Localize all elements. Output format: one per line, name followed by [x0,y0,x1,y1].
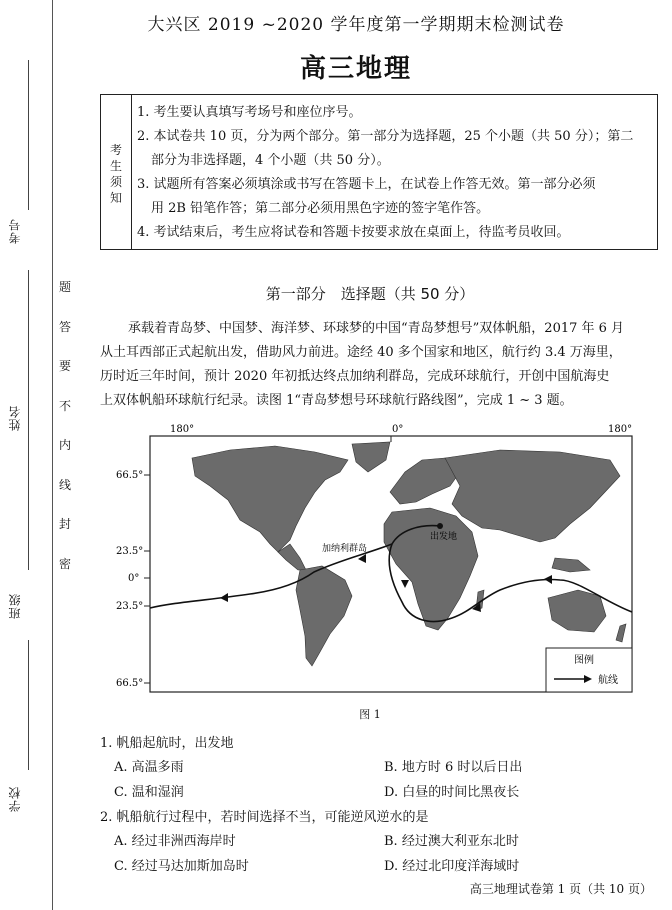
q2-option-b: B. 经过澳大利亚东北时 [384,834,519,849]
seal-char: 线 [58,477,71,492]
class-label: 班级 [8,593,22,619]
reading-passage [100,317,660,413]
class-line [28,640,29,770]
passage-line: 承载着青岛梦、中国梦、海洋梦、环球梦的中国“青岛梦想号”双体帆船，2017 年 6 月 [128,321,625,336]
q1-option-d: D. 白昼的时间比黑夜长 [384,785,520,800]
lat-label: 23.5° [116,601,144,612]
notice-heading [101,95,132,249]
seal-char: 答 [58,319,71,334]
q1-option-a: A. 高温多雨 [114,760,184,775]
notice-item: 3. 试题所有答案必须填涂或书写在答题卡上，在试卷上作答无效。第一部分必须 [137,177,596,192]
class-field [0,585,40,665]
seal-char: 封 [58,517,71,531]
passage-line: 上双体帆船环球航行纪录。读图 1“青岛梦想号环球航行路线图”，完成 1 ~ 3 题。 [100,393,573,408]
question-1-stem: 1. 帆船起航时，出发地 [100,736,234,751]
notice-heading-char: 考 [109,143,122,157]
legend-route-label: 航线 [598,675,618,686]
lat-label: 66.5° [116,678,144,689]
name-label: 姓名 [8,405,22,431]
q2-option-a: A. 经过非洲西海岸时 [114,834,236,849]
exam-number-label: 考号 [8,218,22,244]
lat-label: 66.5° [116,470,144,481]
question-2-stem: 2. 帆船航行过程中，若时间选择不当，可能逆风逆水的是 [100,810,429,825]
page-footer: 高三地理试卷第 1 页（共 10 页） [469,882,652,896]
world-route-map [100,420,660,710]
start-point-marker [437,523,443,529]
subject-title: 高三地理 [299,54,412,84]
exam-title: 大兴区 2019 ~2020 学年度第一学期期末检测试卷 [147,15,565,35]
notice-item: 2. 本试卷共 10 页，分为两个部分。第一部分为选择题，25 个小题（共 50 分）；第二 [137,129,634,144]
notice-item: 4. 考试结束后，考生应将试卷和答题卡按要求放在桌面上，待监考员收回。 [137,225,570,240]
q1-option-b: B. 地方时 6 时以后日出 [384,760,523,775]
start-point-label: 出发地 [430,532,458,542]
school-field [0,780,40,860]
candidate-notice-box [100,94,658,250]
binding-line [52,0,53,910]
passage-line: 从土耳西部正式起航出发，借助风力前进。途经 40 多个国家和地区，航行约 3.4 万海里， [100,345,622,360]
seal-line-text [57,280,73,596]
seal-char: 题 [58,280,71,294]
passage-line: 历时近三年时间，预计 2020 年初抵达终点加纳利群岛，完成环球航行，开创中国航海史 [100,369,610,384]
q1-option-c: C. 温和湿润 [114,785,184,800]
lon-label-180w: 180° [170,424,195,435]
legend-title: 图例 [574,655,594,666]
canary-islands-label: 加纳利群岛 [322,544,368,554]
lon-label-180e: 180° [608,424,633,435]
seal-char: 内 [58,438,71,452]
name-field [0,385,40,465]
figure-caption: 图 1 [359,708,381,721]
q2-option-c: C. 经过马达加斯加岛时 [114,859,249,874]
seal-char: 密 [58,556,71,571]
notice-heading-char: 生 [109,159,122,173]
notice-heading-char: 须 [109,175,122,189]
q2-option-d: D. 经过北印度洋海域时 [384,859,520,874]
lon-label-0: 0° [392,424,404,435]
school-label: 学校 [8,786,22,812]
lat-label: 0° [128,573,140,584]
notice-heading-char: 知 [109,191,122,205]
notice-item-cont: 部分为非选择题，4 个小题（共 50 分）。 [151,153,390,168]
name-line [28,440,29,570]
notice-item: 1. 考生要认真填写考场号和座位序号。 [137,105,362,120]
notice-items [137,101,651,245]
notice-item-cont: 用 2B 铅笔作答；第二部分必须用黑色字迹的签字笔作答。 [151,201,490,216]
seal-char: 要 [58,359,71,373]
lat-label: 23.5° [116,546,144,557]
seal-char: 不 [58,398,71,413]
section-title: 第一部分 选择题（共 50 分） [265,285,475,303]
